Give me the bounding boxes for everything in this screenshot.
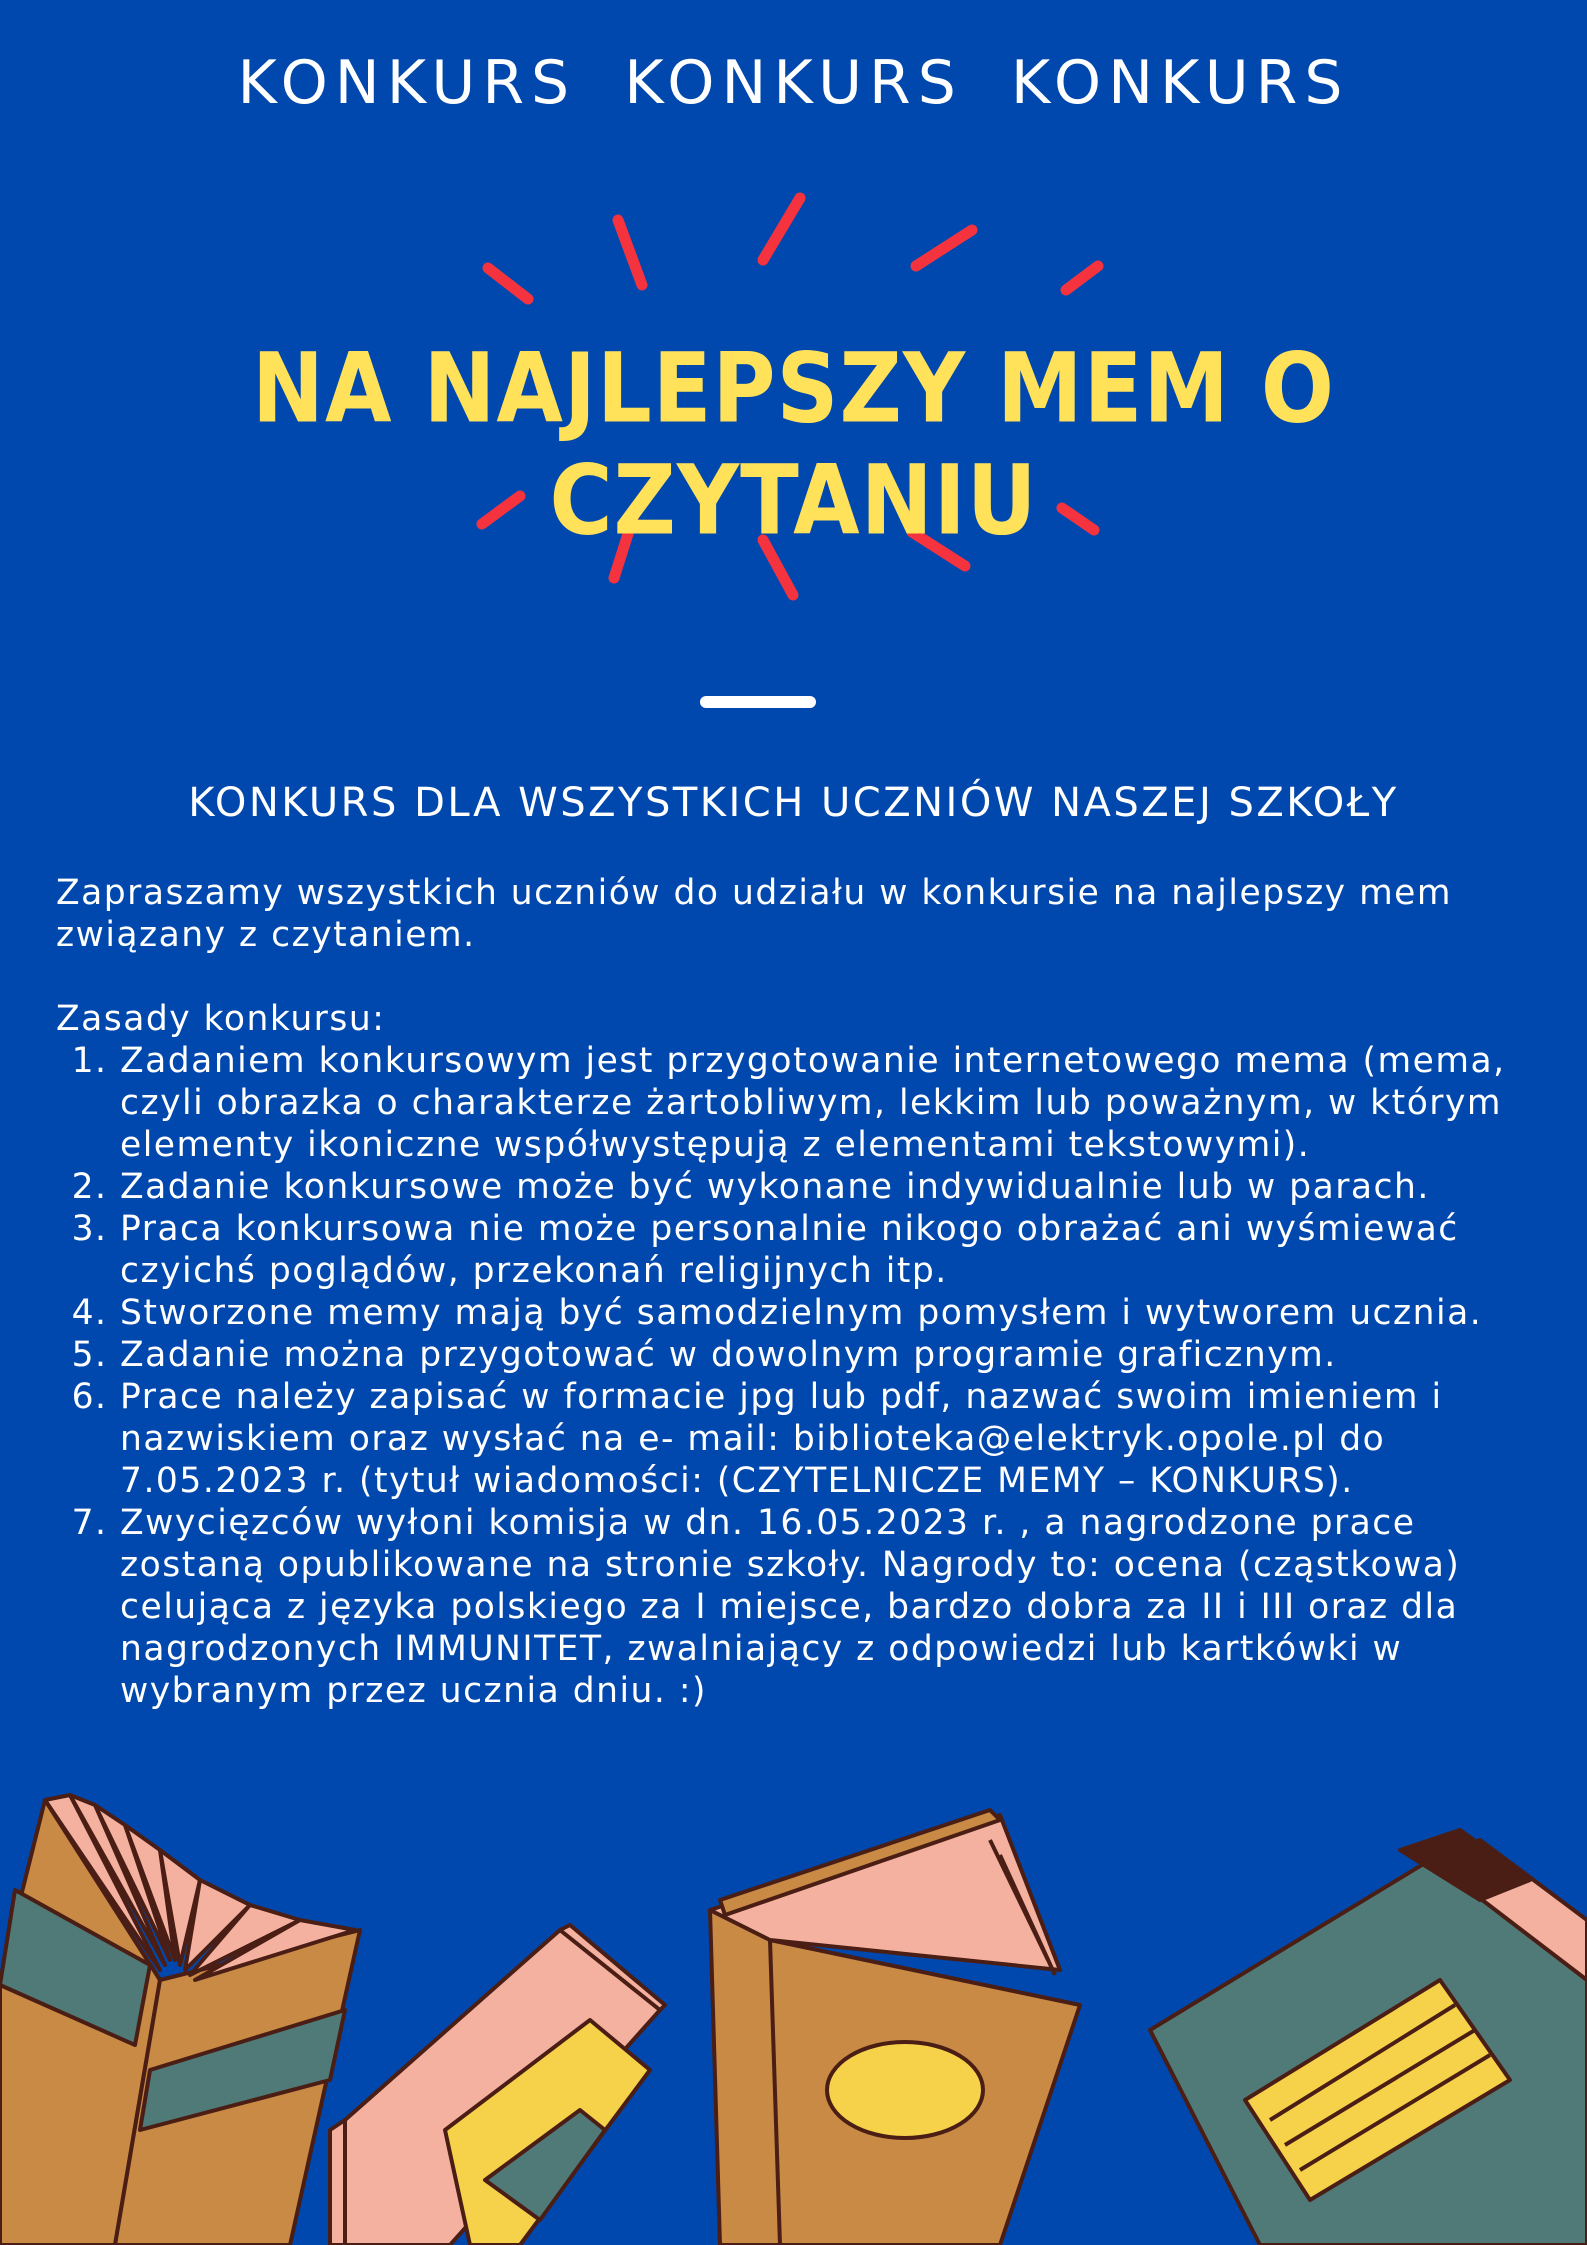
rule-item: 3. Praca konkursowa nie może personalnie nikogo obrażać ani wyśmiewać czyichś poglądów, przekonań religijnych itp. <box>120 1208 1556 1292</box>
rule-item: 5. Zadanie można przygotować w dowolnym programie graficznym. <box>120 1334 1556 1376</box>
rule-item: 1. Zadaniem konkursowym jest przygotowanie internetowego mema (mema, czyli obrazka o charakterze żartobliwym, lekkim lub poważnym, w którym elementy ikoniczne współwystępują z elementami tekstowymi). <box>120 1040 1556 1166</box>
burst-ray <box>618 220 642 285</box>
burst-ray <box>1066 266 1098 290</box>
main-title: NA NAJLEPSZY MEM O CZYTANIU <box>251 333 1336 557</box>
book-pink-icon <box>330 1925 665 2245</box>
burst-ray <box>763 198 800 260</box>
burst-ray <box>488 268 528 299</box>
rules-heading: Zasady konkursu: <box>56 999 386 1039</box>
book-left-icon <box>0 1795 360 2245</box>
rule-item: 2. Zadanie konkursowe może być wykonane indywidualnie lub w parach. <box>120 1166 1556 1208</box>
book-right-icon <box>1150 1830 1587 2245</box>
rule-item: 4. Stworzone memy mają być samodzielnym pomysłem i wytworem ucznia. <box>120 1292 1556 1334</box>
rules-list <box>56 1040 1556 1712</box>
burst-ray <box>916 230 972 266</box>
subtitle: KONKURS DLA WSZYSTKICH UCZNIÓW NASZEJ SZKOŁY <box>188 780 1399 826</box>
books-illustration <box>0 1780 1587 2245</box>
rule-item: 6. Prace należy zapisać w formacie jpg lub pdf, nazwać swoim imieniem i nazwiskiem oraz wysłać na e- mail: biblioteka@elektryk.opole.pl do 7.05.2023 r. (tytuł wiadomości: (CZYTELNICZE MEMY – KONKURS). <box>120 1376 1556 1502</box>
contest-description <box>56 872 1556 1712</box>
intro-paragraph: Zapraszamy wszystkich uczniów do udziału w konkursie na najlepszy mem związany z czytaniem. <box>56 873 1453 955</box>
divider <box>700 696 816 708</box>
book-center-icon <box>710 1810 1080 2245</box>
rule-item: 7. Zwycięzców wyłoni komisja w dn. 16.05.2023 r. , a nagrodzone prace zostaną opublikowane na stronie szkoły. Nagrody to: ocena (cząstkowa) celująca z języka polskiego za I miejsce, bardzo dobra za II i III oraz dla nagrodzonych IMMUNITET, zwalniający z odpowiedzi lub kartkówki w wybranym przez ucznia dniu. :) <box>120 1502 1556 1712</box>
top-title: KONKURS KONKURS KONKURS <box>237 48 1350 118</box>
